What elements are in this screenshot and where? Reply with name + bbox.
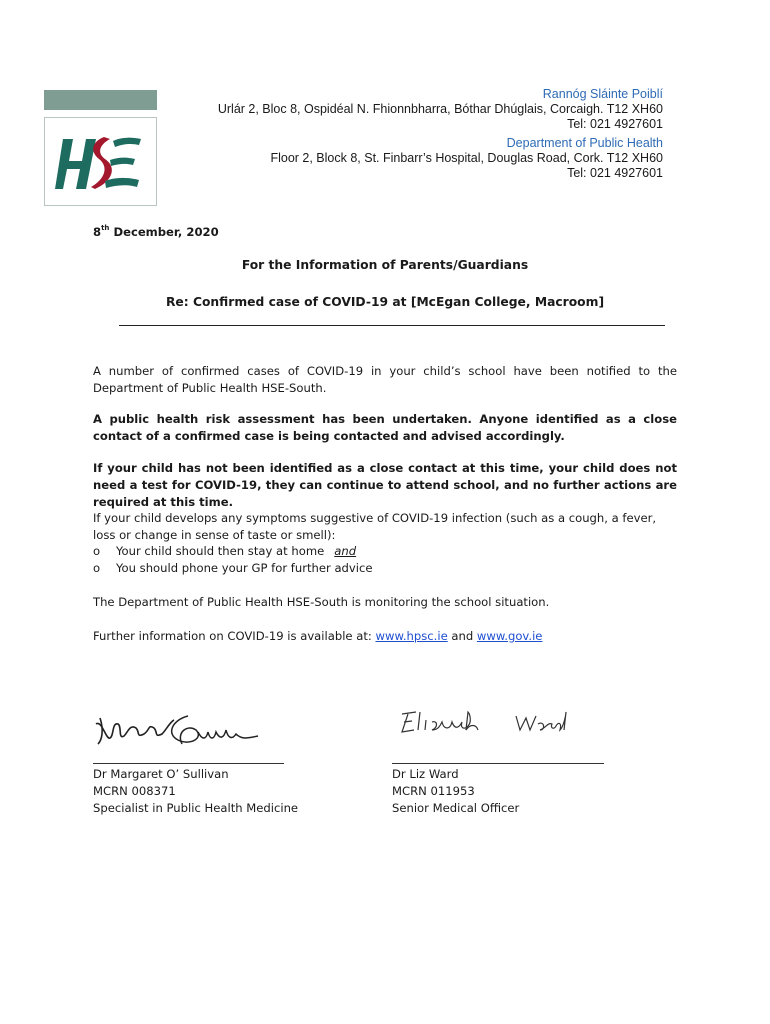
letter-heading: For the Information of Parents/Guardians bbox=[241, 258, 529, 272]
paragraph-monitoring: The Department of Public Health HSE-South is monitoring the school situation. bbox=[93, 595, 550, 609]
logo-frame bbox=[44, 117, 157, 206]
signature-ward-image bbox=[398, 708, 573, 738]
signatory-mcrn: MCRN 011953 bbox=[392, 784, 475, 798]
further-info-prefix: Further information on COVID-19 is available at: bbox=[93, 629, 376, 643]
signatory-block-1 bbox=[93, 766, 298, 817]
further-info-and: and bbox=[447, 629, 477, 643]
gov-link[interactable]: www.gov.ie bbox=[476, 629, 543, 643]
signature-line-1 bbox=[93, 763, 284, 764]
paragraph-risk-assessment: A public health risk assessment has been undertaken. Anyone identified as a close contact of a confirmed case is being contacted and advised accordingly. bbox=[93, 412, 677, 443]
paragraph-further-info bbox=[93, 628, 677, 645]
list-item-emphasis: and bbox=[334, 544, 357, 558]
paragraph-close-contact: If your child has not been identified as a close contact at this time, your child does not need a test for COVID-19, they can continue to attend school, and no further actions are required at this time. bbox=[93, 461, 677, 509]
subject-underline bbox=[119, 325, 665, 326]
english-address-block bbox=[270, 136, 663, 181]
paragraph-symptoms: If your child develops any symptoms suggestive of COVID-19 infection (such as a cough, a fever, loss or change in sense of taste or smell): bbox=[93, 511, 657, 542]
date-rest: December, 2020 bbox=[109, 225, 219, 239]
hse-logo-icon bbox=[55, 127, 147, 197]
letter-subject: Re: Confirmed case of COVID-19 at [McEgan College, Macroom] bbox=[165, 295, 605, 309]
hpsc-link[interactable]: www.hpsc.ie bbox=[375, 629, 448, 643]
list-item-text: Your child should then stay at home bbox=[116, 544, 325, 558]
signatory-title: Specialist in Public Health Medicine bbox=[93, 801, 299, 815]
hse-logo bbox=[44, 90, 157, 206]
list-item bbox=[93, 543, 373, 560]
list-item bbox=[93, 560, 373, 577]
signature-osullivan-image bbox=[92, 710, 267, 752]
irish-dept-name: Rannóg Sláinte Poiblí bbox=[542, 87, 663, 101]
signatory-title: Senior Medical Officer bbox=[392, 801, 520, 815]
date-suffix: th bbox=[101, 224, 110, 233]
english-address: Floor 2, Block 8, St. Finbarr’s Hospital, Douglas Road, Cork. T12 XH60 bbox=[270, 151, 663, 165]
signatory-block-2 bbox=[392, 766, 519, 817]
logo-color-bar bbox=[44, 90, 157, 110]
signatory-name: Dr Margaret O’ Sullivan bbox=[93, 767, 229, 781]
irish-tel: Tel: 021 4927601 bbox=[567, 117, 663, 131]
date-day: 8 bbox=[93, 225, 102, 239]
symptom-actions-list bbox=[93, 543, 373, 577]
english-tel: Tel: 021 4927601 bbox=[567, 166, 663, 180]
signatory-mcrn: MCRN 008371 bbox=[93, 784, 176, 798]
bullet-marker: o bbox=[93, 544, 101, 558]
irish-address-block bbox=[218, 87, 663, 132]
letter-date bbox=[93, 225, 219, 239]
list-item-text: You should phone your GP for further advice bbox=[116, 561, 373, 575]
signatory-name: Dr Liz Ward bbox=[392, 767, 459, 781]
irish-address: Urlár 2, Bloc 8, Ospidéal N. Fhionnbharra, Bóthar Dhúglais, Corcaigh. T12 XH60 bbox=[217, 102, 663, 116]
paragraph-notification: A number of confirmed cases of COVID-19 in your child’s school have been notified to the Department of Public Health HSE-South. bbox=[93, 364, 677, 395]
signature-line-2 bbox=[392, 763, 604, 764]
english-dept-name: Department of Public Health bbox=[506, 136, 663, 150]
bullet-marker: o bbox=[93, 561, 101, 575]
